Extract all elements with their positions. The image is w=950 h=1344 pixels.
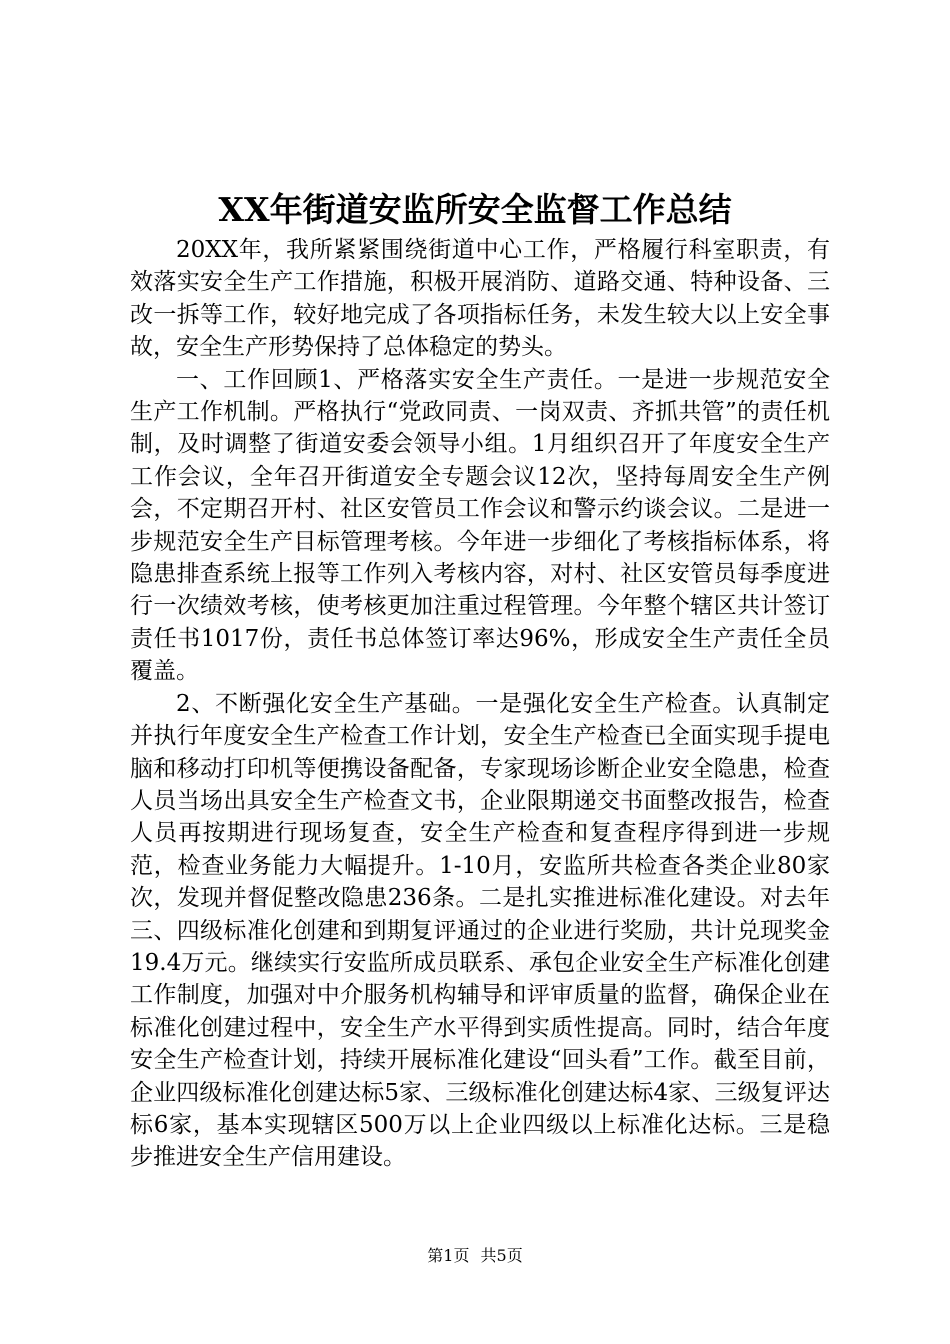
page-footer <box>0 1244 950 1268</box>
page-number: 第1页 <box>427 1246 470 1265</box>
paragraph-work-review: 一、工作回顾1、严格落实安全生产责任。一是进一步规范安全生产工作机制。严格执行“党政同责、一岗双责、齐抓共管”的责任机制，及时调整了街道安委会领导小组。1月组织召开了年度安全生产工作会议，全年召开街道安全专题会议12次，坚持每周安全生产例会，不定期召开村、社区安管员工作会议和警示约谈会议。二是进一步规范安全生产目标管理考核。今年进一步细化了考核指标体系，将隐患排查系统上报等工作列入考核内容，对村、社区安管员每季度进行一次绩效考核，使考核更加注重过程管理。今年整个辖区共计签订责任书1017份，责任书总体签订率达96%，形成安全生产责任全员覆盖。 <box>130 366 830 685</box>
document-body <box>130 234 830 1174</box>
page-total: 共5页 <box>480 1246 523 1265</box>
document-title: XX年街道安监所安全监督工作总结 <box>218 190 732 229</box>
paragraph-safety-foundation: 2、不断强化安全生产基础。一是强化安全生产检查。认真制定并执行年度安全生产检查工作计划，安全生产检查已全面实现手提电脑和移动打印机等便携设备配备，专家现场诊断企业安全隐患，检查人员当场出具安全生产检查文书，企业限期递交书面整改报告，检查人员再按期进行现场复查，安全生产检查和复查程序得到进一步规范，检查业务能力大幅提升。1-10月，安监所共检查各类企业80家次，发现并督促整改隐患236条。二是扎实推进标准化建设。对去年三、四级标准化创建和到期复评通过的企业进行奖励，共计兑现奖金19.4万元。继续实行安监所成员联系、承包企业安全生产标准化创建工作制度，加强对中介服务机构辅导和评审质量的监督，确保企业在标准化创建过程中，安全生产水平得到实质性提高。同时，结合年度安全生产检查计划，持续开展标准化建设“回头看”工作。截至目前，企业四级标准化创建达标5家、三级标准化创建达标4家、三级复评达标6家，基本实现辖区500万以上企业四级以上标准化达标。三是稳步推进安全生产信用建设。 <box>130 690 830 1171</box>
paragraph-intro: 20XX年，我所紧紧围绕街道中心工作，严格履行科室职责，有效落实安全生产工作措施，积极开展消防、道路交通、特种设备、三改一拆等工作，较好地完成了各项指标任务，未发生较大以上安全事故，安全生产形势保持了总体稳定的势头。 <box>130 237 830 361</box>
